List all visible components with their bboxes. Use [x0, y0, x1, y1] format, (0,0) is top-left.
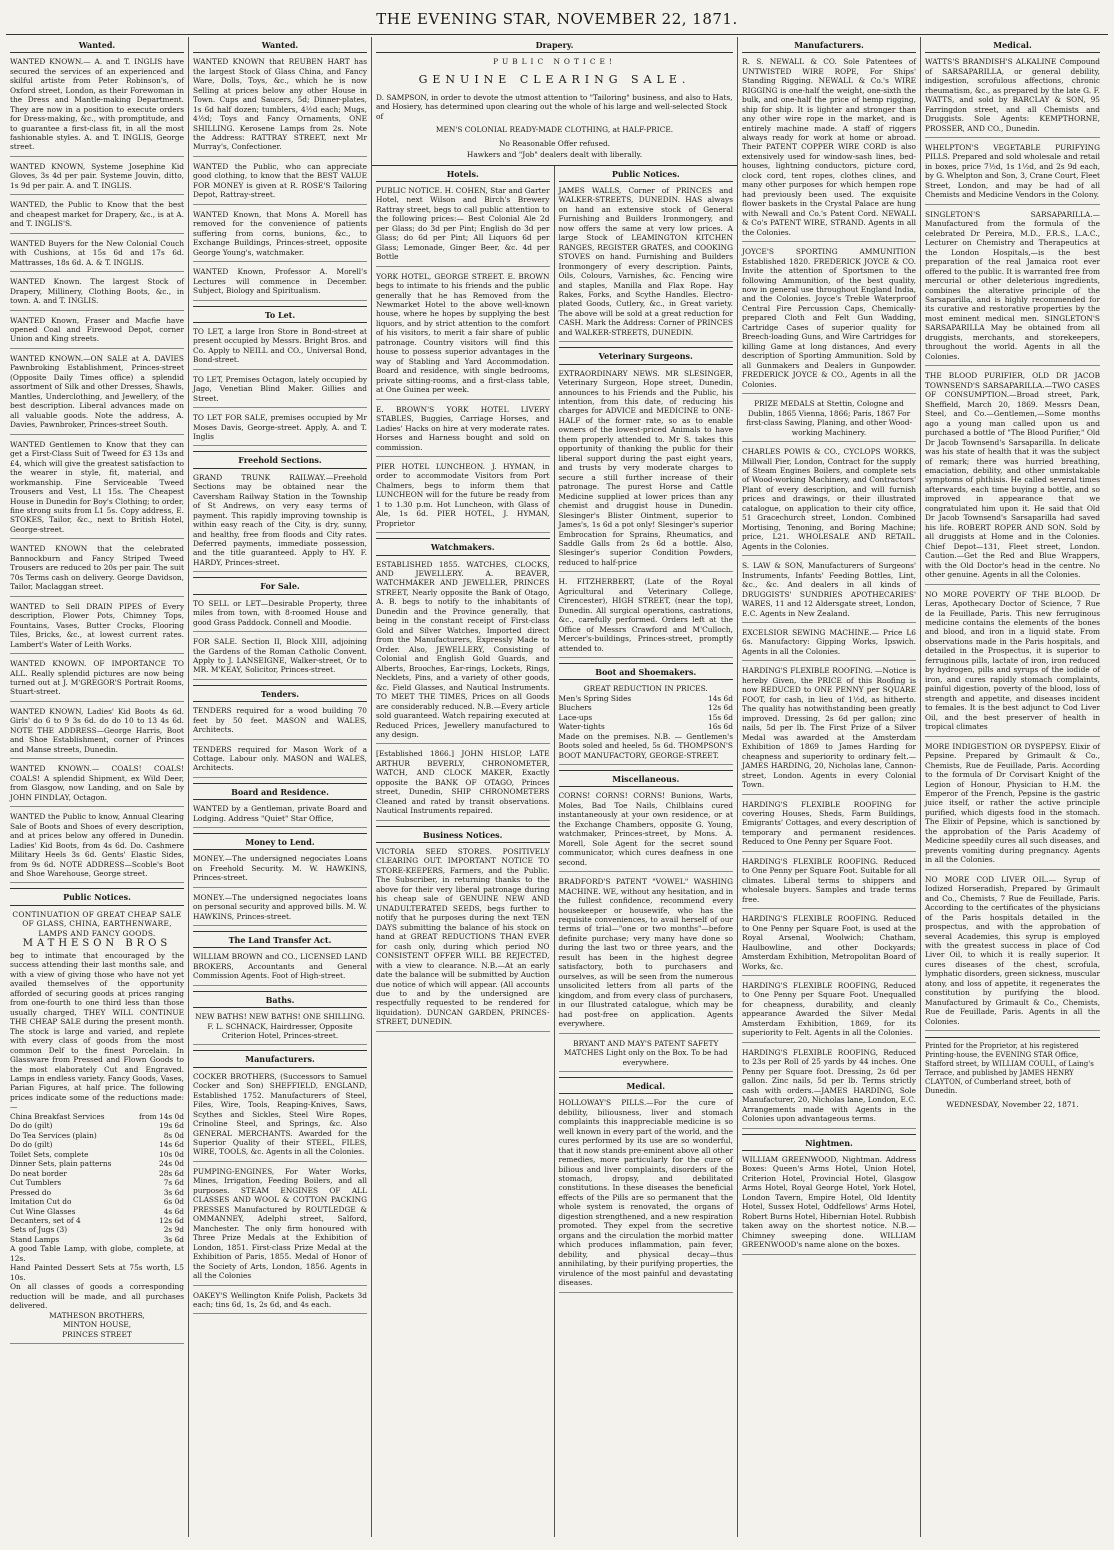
cocker-ad: COCKER BROTHERS, (Successors to Samuel Cocker and Son) SHEFFIELD, ENGLAND, Established 1752. Manufacturers of Steel, Files, Wire, Tools, Reaping-Knives, Saws, Scythes and Sickles, Steel Wire Ropes, Crinoline Steel, and Springs, &c. Also GENERAL MERCHANTS. Awarded for the Superior Quality of their STEEL, FILES, WIRE, TOOLS, &c. Agents in all the Colonies.: [193, 1072, 367, 1162]
land-ad: WILLIAM BROWN and CO., LICENSED LAND BROKERS, Accountants and General Commission Agents. Foot of High-street.: [193, 952, 367, 985]
price-item: Dinner Sets, plain patterns: [10, 1159, 112, 1169]
hislop-ad: [Established 1866.] JOHN HISLOP, LATE ARTHUR BEVERLY, CHRONOMETER, WATCH, AND CLOCK MAKER, Exactly opposite the BANK OF OTAGO, Princes street, Dunedin, SHIP CHRONOMETERS Cleaned and rated by transit observations. Nautical Instruments repaired.: [376, 749, 550, 820]
boot-ad: [559, 684, 734, 765]
corns-ad: CORNS! CORNS! CORNS! Bunions, Warts, Moles, Bad Toe Nails, Chilblains cured instantaneously at your own residence, or at the Exchange Chambers, opposite G. Young, watchmaker, Princes-street, by Mons. A. Morell, Sole Agent for the secret sound communicator, which cures deafness in one second.: [559, 791, 734, 872]
harding-ad: HARDING'S FLEXIBLE ROOFING, Reduced to One Penny per Square Foot. Unequalled for cheapness, durability, and cleanly appearance Awarded the Silver Medal Amsterdam Exhibition, 1869, for its superiority to Felt. Agents in all the Colonies.: [742, 981, 916, 1043]
price-item: Toilet Sets, complete: [10, 1149, 89, 1159]
price-row: [559, 703, 734, 712]
subcolumns: [372, 166, 737, 1537]
townsend-ad: THE BLOOD PURIFIER, OLD DR JACOB TOWNSEND'S SARSAPARILLA.—TWO CASES OF CONSUMPTION.—Broad street, Park, Sheffield, March 20, 1869. Messrs Dean, Steel, and Co.—Gentlemen,—Some months ago a young man called upon us and purchased a bottle of "The Blood Purifier," Old Dr Jacob Townsend's Sarsaparilla. In delicate was his state of health that it was the subject of remark; there was hurried breathing, emaciation, debility, and other unmistakable symptoms of phthisis. He called several times afterwards, each time buying a bottle, and so improved in appearance that we congratulated him upon it. He said that Old Dr Jacob Townsend's Sarsaparilla had saved his life. ROBERT ROPER AND SON. Sold by all druggists at Home and in the Colonies. Chief Depot—131, Fleet street, London. Caution.—Get the Red and Blue Wrappers, with the Old Doctor's head in the centre. No other genuine. Agents in all the Colonies.: [925, 371, 1100, 584]
classified-ad: WANTED KNOWN, Systeme Josephine Kid Gloves, 3s 4d per pair. Systeme Jouvin, ditto, 1s 9d per pair. A. and T. INGLIS.: [10, 162, 184, 195]
classified-ad: WANTED KNOWN that the celebrated Bannockburn and Fancy Striped Tweed Trousers are reduced to 20s per pair. The suit 70s Terms cash on delivery. George Davidson, Tailor, Maclaggan street.: [10, 544, 184, 596]
column-4: [555, 166, 738, 1537]
walls-ad: JAMES WALLS, Corner of PRINCES and WALKER-STREETS, DUNEDIN. HAS always on hand an extensive stock of General Furnishing and Builders Ironmongery, and now offers the same at very low prices. A large Stock of LEAMINGTON KITCHEN RANGES, REGISTER GRATES, and COOKING STOVES on hand. Furnishing and Builders Ironmongery of every description. Paints, Oils, Colours, Varnishes, &c. Fencing wire and staples, Manilla and Flax Rope. Hay Rakes, Forks, and Scythe Handles. Electro-plated Goods, Cutlery, &c., in Great variety. The above will be sold at a great reduction for CASH. Mark the Address: Corner of PRINCES and WALKER-STREETS, DUNEDIN.: [559, 186, 734, 343]
section-heading: The Land Transfer Act.: [193, 931, 367, 948]
section-heading: To Let.: [193, 306, 367, 323]
price-value: 10s 0d: [159, 1149, 184, 1159]
price-value: 3s 6d: [163, 1234, 184, 1244]
classified-ad: WANTED Buyers for the New Colonial Couch with Cushions, at 15s 6d and 17s 6d. Mattrasses, 18s 6d. A. & T. INGLIS.: [10, 239, 184, 272]
dyspepsy-ad: MORE INDIGESTION OR DYSPEPSY. Elixir of Pepsine. Prepared by Grimault & Co., Chemists, Rue de Feuillade, Paris. According to the formula of Dr Corvisart Knight of the Legion of Honour, Physician to H.M. the Emperor of the French, Pepsine is the gastric juice itself, or rather the active principle purified, which digests food in the stomach. The Elixir of Pepsine, which is sanctioned by the approbation of the Paris Academy of Medicine speedily cures all such diseases, and prevents vomiting during pregnancy. Agents in all the Colonies.: [925, 742, 1100, 870]
harding-ad: HARDING'S FLEXIBLE ROOFING. —Notice is hereby Given, the PRICE of this Roofing is now REDUCED to ONE PENNY per SQUARE FOOT, for cash, in lieu of 1½d, as hitherto. The quality has notwithstanding been greatly improved. Dressing, 2s 6d per gallon; zinc nails, 5d per lb. The First Prize of a Silver Medal was awarded at the Amsterdam Exhibition of 1869 to James Harding for cheapness and superiority to ordinary felt.—JAMES HARDING, 20, Nicholas lane, Cannon-street, London. Agents in every Colonial Town.: [742, 666, 916, 794]
price-value: 16s 6d: [708, 722, 733, 732]
ad-body: beg to intimate that encouraged by the success attending their last months sale, and with a view of giving those who have not yet availed themselves of the opportunity afforded of securing goods at prices ranging from one-fourth to one third less than those usually charged, THEY WILL CONTINUE THE CHEAP SALE during the present month. The stock is large and varied, and replete with every class of goods from the most common Delf to the finest Porcelain. In Glassware from Pressed and Flown Goods to the most elaborately Cut and Engraved. Lamps in endless variety. Fancy Goods, Vases, Parian Figures, at half price. The following prices indicate some of the reductions made:—: [10, 950, 184, 1112]
boot-heading: GREAT REDUCTION IN PRICES.: [583, 684, 708, 694]
classified-ad: WANTED Known, Professor A. Morell's Lectures will commence in December. Subject, Biology and Spiritualism.: [193, 267, 367, 300]
price-value: 4s 6d: [163, 1206, 184, 1216]
price-value: 24s 0d: [159, 1159, 184, 1169]
wanted-ads-list: [193, 57, 367, 300]
classified-ad: WANTED Known, Fraser and Macfie have opened Coal and Firewood Depot, corner Union and King streets.: [10, 316, 184, 349]
masthead: THE EVENING STAR, NOVEMBER 22, 1871.: [6, 10, 1108, 35]
section-heading: Business Notices.: [376, 826, 550, 843]
beaver-ad: ESTABLISHED 1855. WATCHES, CLOCKS, AND JEWELLERY. A. BEAVER, WATCHMAKER AND JEWELLER, PRINCES STREET, Nearly opposite the Bank of Otago, A. B. begs to notify to the inhabitants of Dunedin and the Province generally, that being in the constant receipt of First-class Gold and Silver Watches, Imported direct from the Manufacturers, Expressly Made to Order. Also, JEWELLERY, Consisting of Colonial and English Gold Guards, and Alberts, Brooches, Ear-rings, Lockets, Rings, Necklets, Pins, and a variety of other goods, &c. Field Glasses, and Nautical Instruments. TO MEET THE TIMES, Prices on all Goods are considerably reduced. N.B.—Every article sold guaranteed. Watch repairing executed at Reduced Prices, Jewellery manufactured to any design.: [376, 560, 550, 745]
price-row: [10, 1216, 184, 1225]
tender-ads: [193, 706, 367, 778]
price-item: Men's Spring Sides: [558, 693, 632, 703]
section-heading: Wanted.: [193, 37, 367, 53]
ad-heading: CONTINUATION OF GREAT CHEAP SALE OF GLASS, CHINA, EARTHENWARE, LAMPS AND FANCY GOODS.: [12, 909, 182, 938]
column-3: [372, 166, 555, 1537]
price-value: 2s 9d: [163, 1225, 184, 1235]
classified-ad: MONEY.—The undersigned negociates loans on personal security and approved bills. M. W. HAWKINS, Princes-street.: [193, 893, 367, 926]
price-row: [559, 722, 734, 731]
harding-ad: HARDING'S FLEXIBLE ROOFING, Reduced to 23s per Roll of 25 yards by 44 inches. One Penny per Square foot. Dressing, 2s 6d per gallon. Zinc nails, 5d per lb. Terms strictly cash with orders.—JAMES HARDING, Sole Manufacturer, 20, Nicholas lane, London, E.C. Arrangements made with Agents in the Colonies upon advantageous terms.: [742, 1048, 916, 1129]
price-item: Bluchers: [558, 703, 592, 713]
price-row: [10, 1131, 184, 1140]
greenwood-ad: WILLIAM GREENWOOD, Nightman. Address Boxes: Queen's Arms Hotel, Union Hotel, Criterion Hotel, Provincial Hotel, Glasgow Arms Hotel, Royal George Hotel, York Hotel, London Tavern, Empire Hotel, Old Identity Hotel, Sussex Hotel, Oddfellows' Arms Hotel, Robert Burns Hotel, Hibernian Hotel. Rubbish taken away on the shortest notice. N.B.—Chimney sweeping done. WILLIAM GREENWOOD's name alone on the boxes.: [742, 1155, 916, 1255]
column-3-4: [372, 37, 738, 1537]
whelpton-ad: WHELPTON'S VEGETABLE PURIFYING PILLS. Prepared and sold wholesale and retail in boxes, price 7½d, 1s 1½d, and 2s 9d each, by G. Whelpton and Son, 3, Crane Court, Fleet Street, London, and may be had of all Chemists and Medicine Vendors in the Colony.: [925, 143, 1100, 205]
price-value: 12s 6d: [708, 703, 733, 713]
classified-ad: WANTED KNOWN, Ladies' Kid Boots 4s 6d. Girls' do 6 to 9 3s 6d. do do 10 to 13 4s 6d. NOTE THE ADDRESS—George Harris, Boot and Shoe Establishment, corner of Princes and Manse streets, Dunedin.: [10, 707, 184, 759]
classified-ad: TENDERS required for a wood building 70 feet by 50 feet. MASON and WALES, Architects.: [193, 706, 367, 739]
section-heading: Public Notices.: [10, 888, 184, 905]
price-value: 14s 6d: [708, 693, 733, 703]
section-heading: Manufacturers.: [742, 37, 916, 53]
price-value: 7s 6d: [163, 1178, 184, 1188]
column-6: [921, 37, 1104, 1537]
holloway-ad: HOLLOWAY'S PILLS.—For the cure of debility, biliousness, liver and stomach complaints this inappreciable medicine is so well known in every part of the world, and the cures performed by its use are so wonderful, that it now stands pre-eminent above all other remedies, more particularly for the cure of bilious and liver complaints, disorders of the stomach, dropsy, and debilitated constitutions. In these diseases the beneficial effects of the Pills are so permanent that the whole system is renovated, the organs of digestion strengthened, and a new respiration promoted. They expel from the secretive organs and the circulation the morbid matter which produces inflammation, pain fever, debility, and physical decay—thus annihilating, by their purifying properties, the virulence of the most painful and devastating diseases.: [559, 1098, 734, 1292]
section-heading: Medical.: [559, 1077, 734, 1094]
price-row: [10, 1159, 184, 1168]
poverty-ad: NO MORE POVERTY OF THE BLOOD. Dr Leras, Apothecary Doctor of Science, 7 Rue de la Feuillade, Paris. This new ferruginous medicine contains the elements of the bones and blood, and iron in a liquid state. From observations made in the Paris hospitals, and detailed in the Prospectus, it is superior to ferruginous pills, lactate of iron, iron reduced by hydrogen, pills and syrups of the iodide of iron, and cures rapidly stomach complaints, painful digestion, poverty of the blood, loss of strength and appetite, and diseases incident to females. It is the best adjunct to Cod Liver Oil, and the best preserver of health in tropical climates: [925, 590, 1100, 737]
price-item: Stand Lamps: [10, 1234, 60, 1244]
price-row: [10, 1188, 184, 1197]
ad-sign: PRINCES STREET: [62, 1329, 132, 1339]
price-value: 3s 6d: [163, 1187, 184, 1197]
boot-tail: Made on the premises. N.B. — Gentlemen's Boots soled and heeled, 5s 6d. THOMPSON'S BOOT MANUFACTORY, GEORGE-STREET.: [558, 731, 733, 760]
price-item: Pressed do: [10, 1187, 52, 1197]
section-heading: Freehold Sections.: [193, 451, 367, 468]
price-item: Sets of Jugs (3): [10, 1225, 68, 1235]
price-row: [559, 713, 734, 722]
harding-ad: HARDING'S FLEXIBLE ROOFING. Reduced to One Penny per Square Foot. Suitable for all climates. Liberal terms to shippers and wholesale buyers. Samples and trade terms free.: [742, 857, 916, 909]
price-item: Decanters, set of 4: [10, 1216, 81, 1226]
ad-text: A good Table Lamp, with globe, complete, at 12s.: [10, 1244, 184, 1263]
oakey-ad: OAKEY'S Wellington Knife Polish, Packets 3d each; tins 6d, 1s, 2s 6d, and 4s each.: [193, 1291, 367, 1315]
slaw-ad: S. LAW & SON, Manufacturers of Surgeons' Instruments, Infants' Feeding Bottles, Lint, &c., &c. And dealers in all kinds of DRUGGISTS' SUNDRIES APOTHECARIES' WARES, 11 and 12 Aldersgate street, London, E.C. Agents in New Zealand.: [742, 561, 916, 623]
bryant-ad: BRYANT AND MAY'S PATENT SAFETY MATCHES Light only on the Box. To be had everywhere.: [559, 1039, 734, 1072]
harding-ad: HARDING'S FLEXIBLE ROOFING for covering Houses, Sheds, Farm Buildings, Emigrants' Cottages, and every description of temporary and permanent residences. Reduced to One Penny per Square Foot.: [742, 800, 916, 852]
livery-ad: E. BROWN'S YORK HOTEL LIVERY STABLES, Buggies, Carriage Horses, and Ladies' Hacks on hire at very moderate rates. Horses and Harness bought and sold on commission.: [376, 405, 550, 457]
ad-firm: MATHESON BROS: [22, 938, 172, 950]
joyce-ad: JOYCE'S SPORTING AMMUNITION Established 1820. FREDERICK JOYCE & CO. Invite the attention of Sportsmen to the following Ammunition, of the best quality, now in general use throughout England India, and the Colonies. Joyce's Treble Waterproof Central Fire Percussion Caps, Chemically-prepared Cloth and Felt Gun Wadding, Cartridge Cases of superior quality for Breech-loading Guns, and Wire Cartridges for killing Game at long distances, And every description of Sporting Ammunition. Sold by all Gunmakers and Dealers in Gunpowder. FREDERICK JOYCE & CO., Agents in all the Colonies.: [742, 247, 916, 394]
classified-ad: WANTED KNOWN.— A. and T. INGLIS have secured the services of an experienced and skilful artiste from Peter Robinson's, of Oxford street, London, as their Forewoman in the Dress and Mantle-making Department. They are now in a position to execute orders for Dress-making, &c., with promptitude, and to guarantee a first-class fit, in all the most fashionable styles. A. and T. INGLIS, George street.: [10, 57, 184, 157]
column-5: [738, 37, 921, 1537]
price-row: [10, 1235, 184, 1244]
classified-ad: TENDERS required for Mason Work of a Cottage. Labour only. MASON and WALES, Architects.: [193, 745, 367, 778]
section-heading: Boot and Shoemakers.: [559, 663, 734, 680]
price-row: [10, 1169, 184, 1178]
classified-ad: WANTED Known, that Mons A. Morell has removed for the convenience of patients suffering from corns, bunions, &c., to Exchange Buildings, Princes-street, opposite George Young's, watchmaker.: [193, 210, 367, 262]
watts-ad: WATTS'S BRANDISH'S ALKALINE Compound of SARSAPARILLA, or general debility, indigestion, scrofulous affections, chronic rheumatism, &c., as prepared by the late G. F. WATTS, and sold by BARCLAY & SON, 95 Farringdon street, and all Chemists and Druggists. Sole Agents: KEMPTHORNE, PROSSER, AND CO., Dunedin.: [925, 57, 1100, 138]
price-row: [10, 1140, 184, 1149]
price-row: [10, 1225, 184, 1234]
ad-sign: MINTON HOUSE,: [62, 1320, 132, 1330]
drapery-line: Hawkers and "Job" dealers dealt with liberally.: [466, 150, 643, 160]
price-item: Cut Tumblers: [10, 1178, 62, 1188]
price-row: [559, 694, 734, 703]
classified-ad: WANTED Known. The largest Stock of Drapery, Millinery, Clothing Boots, &c., in town. A. and T. INGLIS.: [10, 277, 184, 310]
classified-ad: TO LET, Premises Octagon, lately occupied by Jago, Venetian Blind Maker. Gillies and Street.: [193, 375, 367, 408]
price-item: Imitation Cut do: [10, 1197, 72, 1207]
classified-ad: WANTED KNOWN.—ON SALE at A. DAVIES Pawnbroking Establishment, Princes-street (Opposite Daily Times office) a splendid assortment of Silk and other Dresses, Shawls, Mantles, Underclothing, and Jewellery, of the best description. Liberal advances made on all valuable goods. Note the address, A. Davies, Pawnbroker, Princes-street South.: [10, 354, 184, 435]
price-item: Cut Wine Glasses: [10, 1206, 76, 1216]
classified-ad: WANTED to Sell DRAIN PIPES of Every description, Flower Pots, Chimney Tops, Fountains, Vases, Butter Crocks, Flooring Tiles, Bricks, &c., at lowest current rates. Lambert's Water of Leith Works.: [10, 602, 184, 654]
vowel-ad: BRADFORD'S PATENT "VOWEL" WASHING MACHINE. WE, without any hesitation, and in the fullest confidence, recommend every housekeeper or housewife, who has the requisite conveniences, to avail herself of our terms of trial—"one or two months"—before definite purchase; very many have done so during the last two or three years, and the result has been in the highest degree satisfactory, both to purchasers and ourselves, as will be seen from the numerous unsolicited letters from all parts of the kingdom, and from every class of purchasers, in our Illustrated catalogue, which may be had post-free on application. Agents everywhere.: [559, 877, 734, 1034]
section-heading: Watchmakers.: [376, 538, 550, 555]
price-row: [10, 1178, 184, 1187]
classified-ad: WANTED KNOWN.— COALS! COALS! COALS! A splendid Shipment, ex Wild Deer, from Glasgow, now Landing, and on Sale by JOHN FINDLAY, Octagon.: [10, 764, 184, 807]
to-let-ads: [193, 327, 367, 447]
section-heading: Drapery.: [376, 37, 733, 53]
seed-stores-ad: VICTORIA SEED STORES. POSITIVELY CLEARING OUT. IMPORTANT NOTICE TO STORE-KEEPERS, Farmers, and the Public. The Subscriber, in returning thanks to the above for their very liberal patronage during his cheap sale of GENUINE NEW AND UNADULTERATED SEEDS, begs further to notify that he purposes during the next TEN DAYS submitting the balance of his stock on hand at GREAT REDUCTIONS THAN EVER for cash only, during which period NO CONSISTENT OFFER WILL BE REJECTED, with a view to clearance. N.B.—At an early date the balance will be submitted by Auction due notice of which will appear. (All accounts due to and by the undersigned are respectfully requested to be rendered for liquidation). DUNCAN GARDEN, PRINCES-STREET, DUNEDIN.: [376, 847, 550, 1032]
for-sale-ads: [193, 599, 367, 680]
slesinger-ad: EXTRAORDINARY NEWS. MR SLESINGER, Veterinary Surgeon, Hope street, Dunedin, announces to his Friends and the Public, his intention, from this date, of reducing his charges for ADVICE and MEDICINE to ONE-HALF of the former rate, so as to enable owners of the lowest-priced Animals to have them properly attended to. Mr S. takes this opportunity of thanking the public for their liberal support during the past eight years, and trusts by very moderate charges to secure a still further increase of their patronage. The purest Horse and Cattle Medicine supplied at lower prices than any chemist and druggist house in Dunedin. Slesinger's Blister Ointment, superior to James's, 1s 6d a pot only! Slesinger's superior Embrocation for Sprains, Rheumatics, and Saddle Galls from 2s 6d a bottle. Also, Slesinger's superior Condition Powders, reduced to half-price: [559, 369, 734, 573]
drapery-notice: PUBLIC NOTICE!: [493, 57, 616, 67]
columns: [6, 37, 1108, 1537]
excelsior-ad: EXCELSIOR SEWING MACHINE.— Price L6 6s. Manufactory: Gipping Works, Ipswich. Agents in all the Colonies.: [742, 628, 916, 661]
classified-ad: WANTED the Public to know, Annual Clearing Sale of Boots and Shoes of every description, and at prices below any offered in Dunedin. Ladies' Kid Boots, from 4s 6d. Do. Cashmere Military Heels 3s 6d. Gents' Elastic Sides, from 9s 6d. NOTE ADDRESS—Scoble's Boot and Shoe Warehouse, George street.: [10, 812, 184, 883]
classified-ad: MONEY.—The undersigned negociates Loans on Freehold Security. M. W. HAWKINS, Princes-street.: [193, 854, 367, 887]
price-item: Do neat border: [10, 1168, 67, 1178]
wanted-ads-list: [10, 57, 184, 883]
price-item: China Breakfast Services: [10, 1111, 105, 1121]
column-2: [189, 37, 372, 1537]
price-list: [559, 694, 734, 732]
board-ad: WANTED by a Gentleman, private Board and Lodging. Address "Quiet" Star Office,: [193, 804, 367, 828]
baths-ad: NEW BATHS! NEW BATHS! ONE SHILLING. F. L. SCHNACK, Hairdresser, Opposite Criterion Hotel, Princes-street.: [193, 1012, 367, 1045]
section-heading: Veterinary Surgeons.: [559, 347, 734, 364]
price-item: Do do (gilt): [10, 1121, 53, 1131]
price-value: 8s 0d: [163, 1130, 184, 1140]
drapery-body: D. SAMPSON, in order to devote the utmost attention to "Tailoring" business, and also to Hats, and Hosiery, has determined upon clearing out the whole of his large and well-selected Stock of: [376, 92, 733, 121]
price-row: [10, 1207, 184, 1216]
money-ads: [193, 854, 367, 926]
section-heading: For Sale.: [193, 577, 367, 594]
price-value: 19s 6d: [159, 1121, 184, 1131]
section-heading: Miscellaneous.: [559, 770, 734, 787]
classified-ad: TO LET FOR SALE, premises occupied by Mr Moses Davis, George-street. Apply, A. and T. Inglis: [193, 413, 367, 446]
prize-medals-ad: PRIZE MEDALS at Stettin, Cologne and Dublin, 1865 Vienna, 1866; Paris, 1867 For first-class Sawing, Planing, and other Wood-working Machinery.: [742, 399, 916, 442]
price-value: 6s 0d: [163, 1197, 184, 1207]
price-value: 12s 6d: [159, 1216, 184, 1226]
singleton-ad: SINGLETON'S SARSAPARILLA.— Manufactured from the formula of the celebrated Dr Pereira, M.D., F.R.S., L.A.C., Lecturer on Chemistry and Therapeutics at the London Hospitals,—is the best preparation of the real Jamaica root ever offered to the public. It is warranted free from mercurial or other deleterious ingredients, combines the alterative principle of the Sarsaparilla, and is highly recommended for its curative and restorative properties by the most eminent medical men. SINGLETON'S SARSAPARILLA May be obtained from all druggists, merchants, and storekeepers, throughout the world. Agents in all the Colonies.: [925, 210, 1100, 367]
price-item: Lace-ups: [558, 712, 593, 722]
drapery-line: No Reasonable Offer refused.: [498, 138, 611, 148]
classified-ad: WANTED the Public, who can appreciate good clothing, to know that the BEST VALUE FOR MONEY is given at R. ROSE'S Tailoring Depot, Rattray-street.: [193, 162, 367, 205]
newall-ad: R. S. NEWALL & CO. Sole Patentees of UNTWISTED WIRE ROPE, For Ships' Standing Rigging. NEWALL & Co.'s WIRE RIGGING is one-half the weight, one-sixth the bulk, and one-half the price of hemp rigging, ship for ship. It is lighter and stronger than any other wire rope in the market, and is entirely machine made. A staff of riggers always ready for work at home or abroad. Their PATENT COPPER WIRE CORD is also extensively used for window-sash lines, bed-houses, lightning conductors, picture cord, clock cord, tent ropes, clothes clines, and many other purposes for which hempen rope had previously been used. The exquisite flower baskets in the Crystal Palace are hung with Newall and Co.'s Patent Cord. NEWALL & Co's PATENT WIRE, STRAND. Agents in all the Colonies.: [742, 57, 916, 242]
price-item: Do do (gilt): [10, 1140, 53, 1150]
cohen-ad: PUBLIC NOTICE. H. COHEN, Star and Garter Hotel, next Wilson and Birch's Brewery Rattray street, begs to call public attention to the following prices:— Best Colonial Ale 2d per Glass; do 3d per Pint; English do 3d per Glass; do 6d per Pint; All Liquors 6d per Glass; Lemonade, Ginger Beer, &c. 4d per Bottle: [376, 186, 550, 267]
ad-text: Hand Painted Dessert Sets at 75s worth, L5 10s.: [10, 1263, 184, 1282]
classified-ad: FOR SALE. Section II, Block XIII, adjoining the Gardens of the Roman Catholic Convent. Apply to J. LANSEIGNE, Walker-street, Or to MR. M'KEAY, Solicitor, Princes-street.: [193, 637, 367, 680]
section-heading: Money to Lend.: [193, 833, 367, 850]
section-heading: Medical.: [925, 37, 1100, 53]
codliver-ad: NO MORE COD LIVER OIL.— Syrup of Iodized Horseradish, Prepared by Grimault and Co., Chemists, 7 Rue de Feuillade, Paris. According to the certificates of the physicians of the Paris hospitals detailed in the prospectus, and with the approbation of several Academies, this syrup is employed with the greatest success in place of Cod Liver Oil, to which it is really superior. It cures diseases of the chest, scrofula, lymphatic disorders, green sickness, muscular atony, and loss of appetite, it regenerates the constitution by purifying the blood. Manufactured by Grimault & Co., Chemists, Rue de Feuillade, Paris. Agents in all the Colonies.: [925, 875, 1100, 1032]
ad-sign: MATHESON BROTHERS,: [49, 1310, 145, 1320]
price-list: [10, 1112, 184, 1245]
price-value: 14s 6d: [159, 1140, 184, 1150]
price-row: [10, 1150, 184, 1159]
classified-ad: WANTED, the Public to Know that the best and cheapest market for Drapery, &c., is at A. and T. INGLIS'S.: [10, 200, 184, 233]
york-hotel-ad: YORK HOTEL, GEORGE STREET. E. BROWN begs to intimate to his friends and the public generally that he has Removed from the Newmarket Hotel to the above well-known house, where he hopes by supplying the best liquors, and by strict attention to the comfort of his visitors, to merit a fair share of public patronage. Country visitors will find this house to possess superior advantages in the way of Stabling and Yard Accommodation. Board and residence, with single bedrooms, private sitting-rooms, and a first-class table, at One Guinea per week.: [376, 272, 550, 400]
section-heading: Public Notices.: [559, 166, 734, 182]
classified-ad: TO LET, a large Iron Store in Bond-street at present occupied by Messrs. Bright Bros. and Co. Apply to NEILL and CO., Universal Bond, Bond-street.: [193, 327, 367, 370]
price-item: Water-tights: [558, 722, 605, 732]
classified-ad: WANTED KNOWN. OF IMPORTANCE TO ALL. Really splendid pictures are now being turned out at J. M'GREGOR'S Portrait Rooms, Stuart-street.: [10, 659, 184, 702]
column-1: [6, 37, 189, 1537]
freehold-ad: GRAND TRUNK RAILWAY.—Freehold Sections may be obtained near the Caversham Railway Station in the Township of St Andrews, on very easy terms of payment. This rapidly improving township is within easy reach of the City, is dry, sunny, and healthy, free from floods and City rates. Deferred payments, immediate possession, and the title guaranteed. Apply to HY. F. HARDY, Princes-street.: [193, 473, 367, 573]
section-heading: Hotels.: [376, 166, 550, 182]
classified-ad: WANTED KNOWN that REUBEN HART has the largest Stock of Glass China, and Fancy Ware, Dolls, Toys, &c., which he is now Selling at prices below any other House in Town. Cups and Saucers, 5d; Dinner-plates, 1s 6d half dozen; tumblers, 4½d each; Mugs, 4½d; Toys and Fancy Ornaments, ONE SHILLING. Kerosene Lamps from 2s. Note the Address: RATTRAY STREET, next Mr Murray's, Confectioner.: [193, 57, 367, 157]
ad-text: On all classes of goods a corresponding reduction will be made, and all purchases delivered.: [10, 1282, 184, 1311]
section-heading: Wanted.: [10, 37, 184, 53]
price-value: 15s 6d: [708, 712, 733, 722]
pumping-ad: PUMPING-ENGINES, For Water Works, Mines, Irrigation, Feeding Boilers, and all purposes. STEAM ENGINES OF ALL CLASSES AND WOOL & COTTON PACKING PRESSES Manufactured by ROUTLEDGE & OMMANNEY, Adelphi street, Salford, Manchester. The only firm honoured with Three Prize Medals at the Exhibition of London, 1851. First-class Prize Medal at the Exhibition of Paris, 1855. Medal of Honor of the Society of Arts, London, 1856. Agents in all the Colonies: [193, 1167, 367, 1286]
price-value: from 14s 0d: [138, 1111, 184, 1121]
section-heading: Baths.: [193, 991, 367, 1008]
section-heading: Tenders.: [193, 685, 367, 702]
fitzherbert-ad: H. FITZHERBERT, (Late of the Royal Agricultural and Veterinary College, Cirencester), HIGH STREET, (near the top), Dunedin. All surgical operations, castrations, &c., carefully performed. Orders left at the Office of Messrs Crawford and M'Culloch, Mercer's-buildings, Princes-street, promptly attended to.: [559, 577, 734, 658]
section-heading: Nightmen.: [742, 1134, 916, 1151]
price-row: [10, 1121, 184, 1130]
classified-ad: TO SELL or LET—Desirable Property, three miles from town, with 8-roomed House and good Grass Paddock. Connell and Moodie.: [193, 599, 367, 632]
drapery-line: MEN'S COLONIAL READY-MADE CLOTHING, at HALF-PRICE.: [435, 125, 674, 135]
printer-imprint: Printed for the Proprietor, at his registered Printing-house, the EVENING STAR Office, Stafford street, by WILLIAM COULL, of Laing's Terrace, and published by JAMES HENRY CLAYTON, of Cumberland street, both of Dunedin.: [925, 1037, 1100, 1096]
classified-ad: WANTED Gentlemen to Know that they can get a First-Class Suit of Tweed for £3 13s and £4, which will give the greatest satisfaction to the wearer in style, fit, material, and workmanship. Fine Serviceable Tweed Trousers and Vest, L1 15s. The Cheapest House in Dunedin for Boy's Clothing; to order, fine strong suits from L1 5s. Copy address, E. STOKES, Tailor, &c., next to British Hotel, George-street.: [10, 440, 184, 540]
price-row: [10, 1197, 184, 1206]
powis-ad: CHARLES POWIS & CO., CYCLOPS WORKS, Millwall Pier, London, Contract for the supply of Steam Engines Boilers, and complete sets of Wood-working Machinery, and Contractors' Plant of every description, and will furnish prices and drawings, or their illustrated catalogue, on application to their city office, 51 Gracechurch street, London. Combined Mortising, Tenoning, and Boring Machine; price, L21. WHOLESALE AND RETAIL. Agents in the Colonies.: [742, 447, 916, 556]
harding-ad: HARDING'S FLEXIBLE ROOFING. Reduced to One Penny per Square Foot, is used at the Royal Arsenal, Woolwich; Chatham, Haulbowline, and other Dockyards; Amsterdam Exhibition, Metropolitan Board of Works, &c.: [742, 914, 916, 976]
matheson-ad: [10, 910, 184, 1344]
price-row: [10, 1112, 184, 1121]
drapery-title: GENUINE CLEARING SALE.: [418, 72, 691, 86]
drapery-block: [372, 37, 737, 166]
price-item: Do Tea Services (plain): [10, 1130, 97, 1140]
pier-hotel-ad: PIER HOTEL LUNCHEON. J. HYMAN, in order to accommodate Visitors from Port Chalmers, begs to inform them that LUNCHEON will for the future be ready from 1 to 1.30 p.m. Hot Luncheon, with Glass of Ale, 1s 6d. PIER HOTEL, J. HYMAN, Proprietor: [376, 462, 550, 533]
issue-date: WEDNESDAY, November 22, 1871.: [946, 1099, 1079, 1109]
section-heading: Manufacturers.: [193, 1050, 367, 1067]
section-heading: Board and Residence.: [193, 783, 367, 800]
price-value: 28s 6d: [159, 1168, 184, 1178]
